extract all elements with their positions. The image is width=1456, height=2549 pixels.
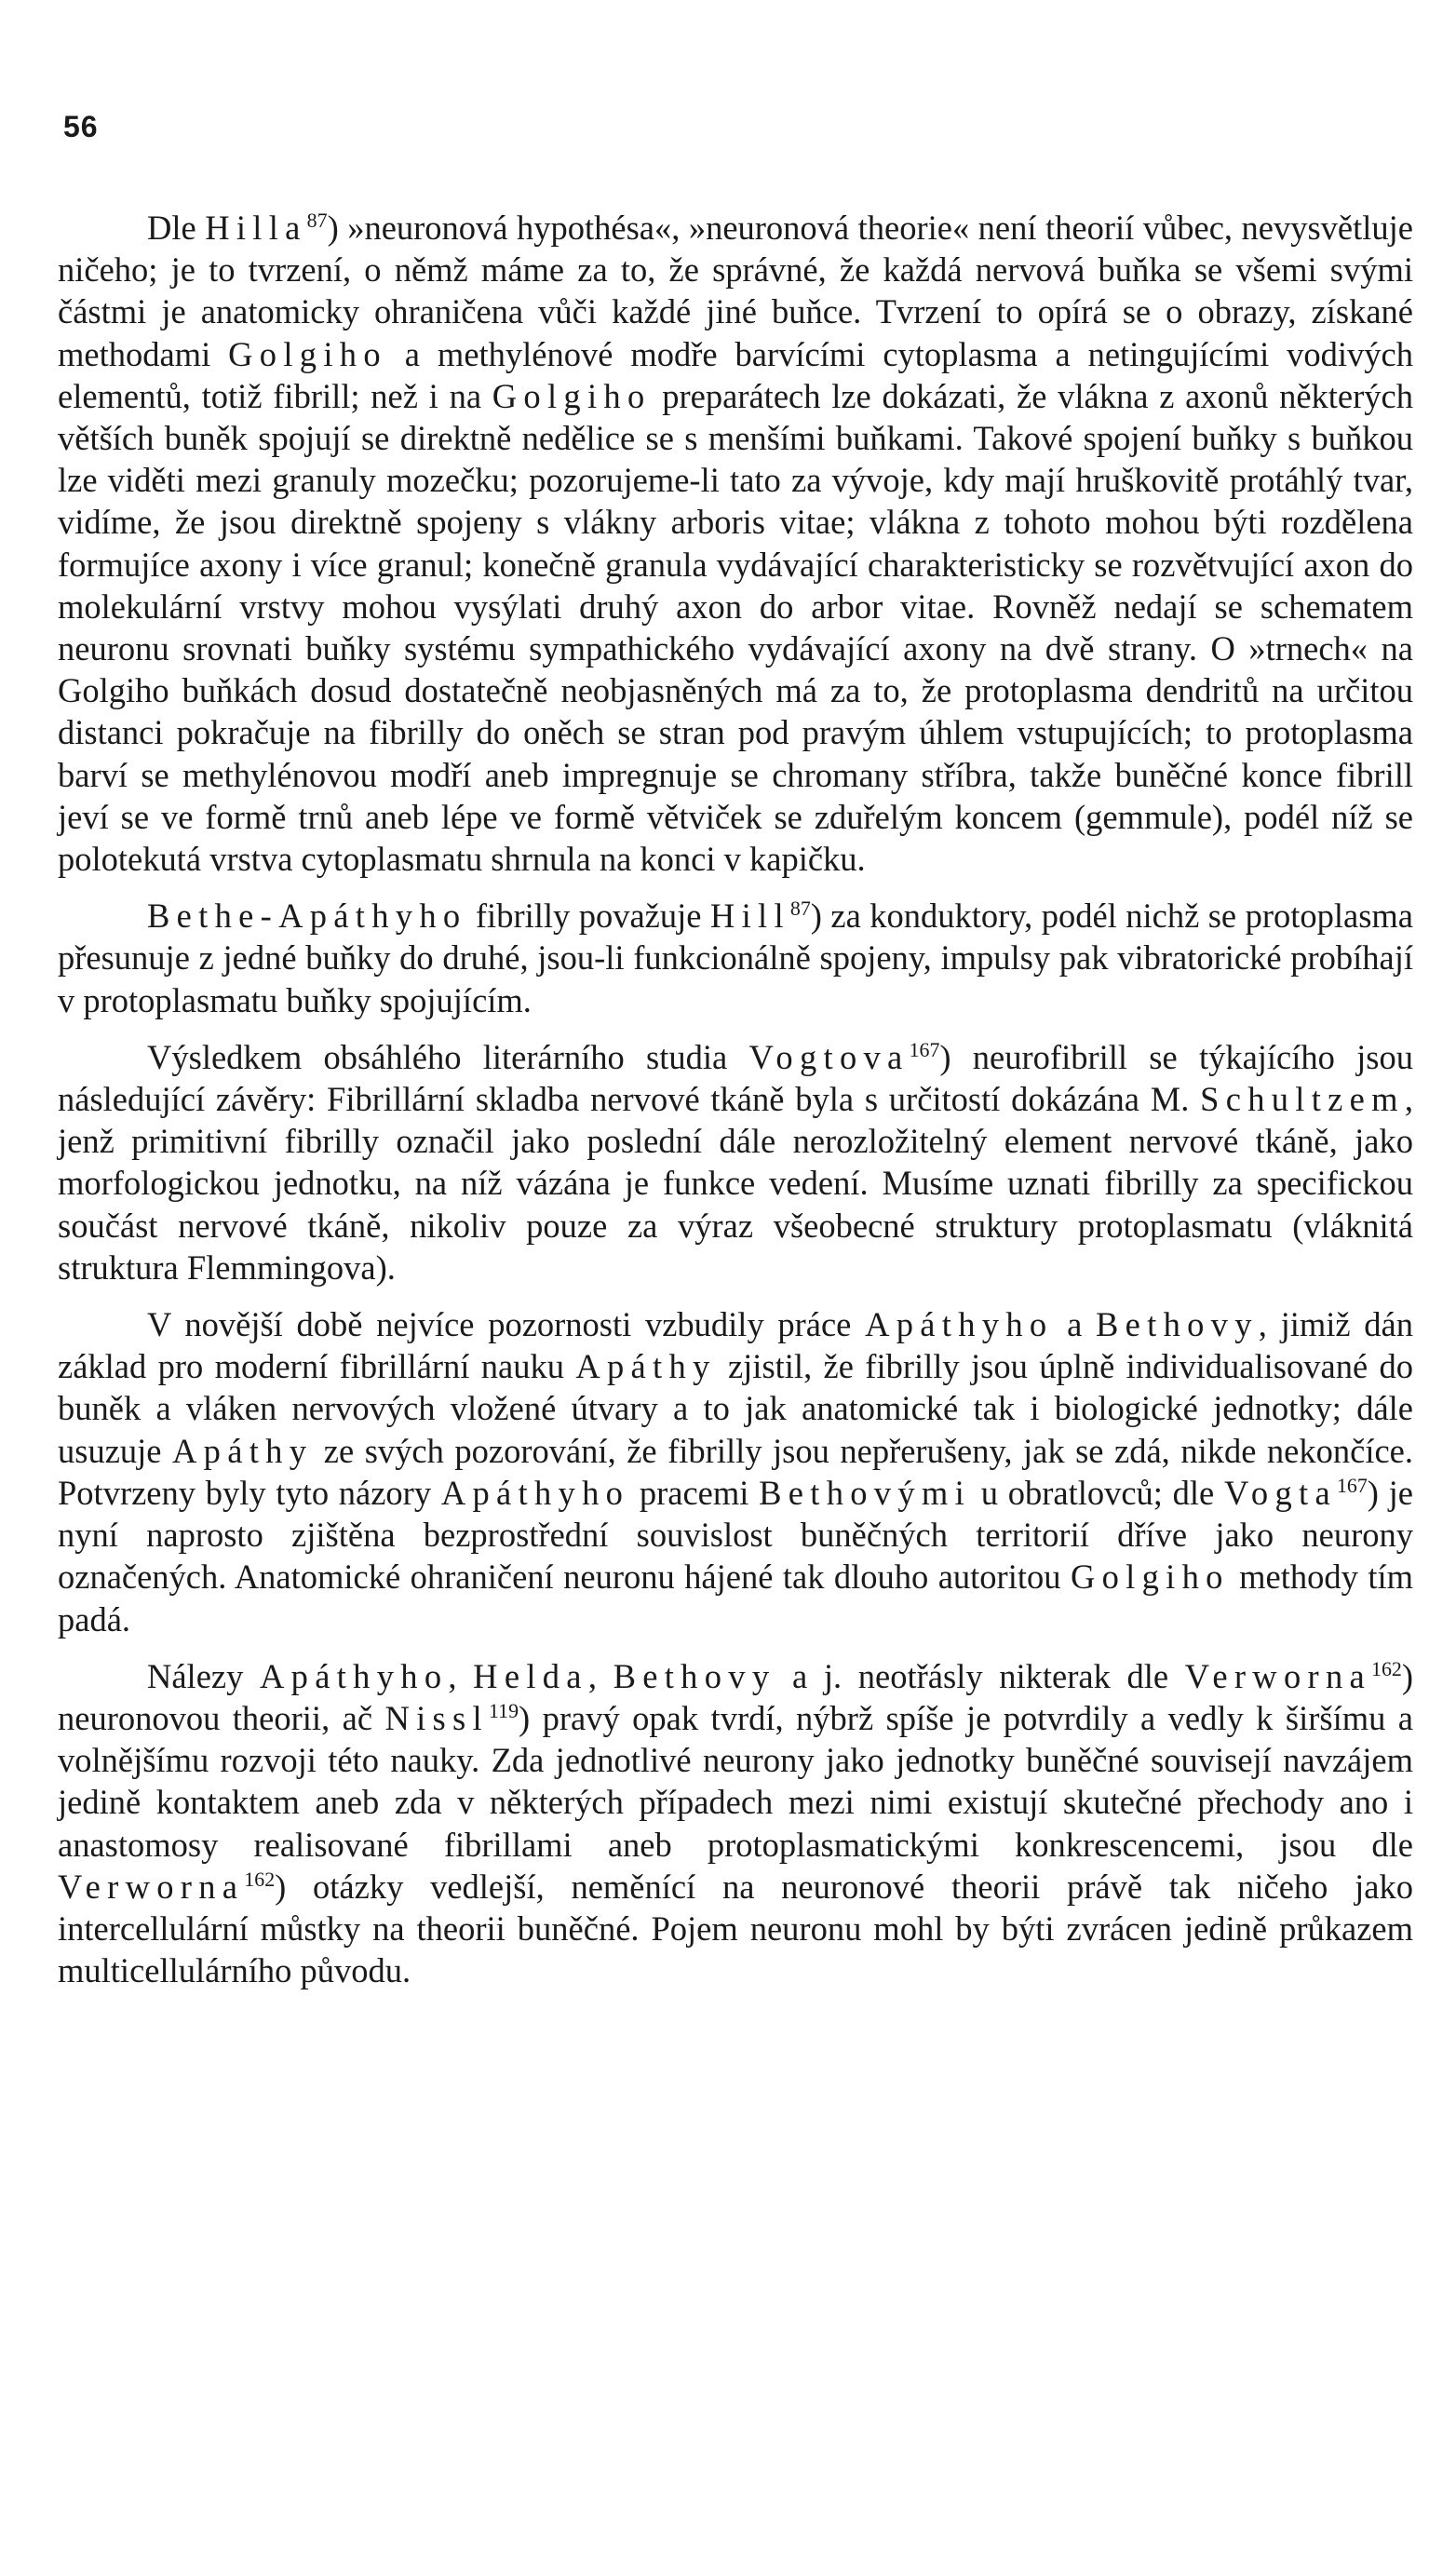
- text-run: ,: [587, 1656, 613, 1695]
- footnote-ref: 162: [1371, 1656, 1402, 1680]
- text-run: ze svých pozorování, že fibrilly jsou nepřerušeny, jak se zdá, nikde nekončíce. Potvrzeny byly tyto názory: [58, 1431, 1413, 1512]
- paragraph-5: [58, 1655, 1413, 1992]
- text-run: a j. neotřásly nikterak dle: [775, 1656, 1185, 1695]
- spaced-name: Hilla: [205, 209, 307, 247]
- text-run: a: [1053, 1305, 1096, 1344]
- text-run: Výsledkem obsáhlého literárního studia: [147, 1037, 749, 1076]
- spaced-name: Golgiho: [492, 376, 652, 415]
- spaced-name: Vogta: [1223, 1473, 1337, 1512]
- paragraph-3: [58, 1036, 1413, 1288]
- spaced-name: Bethovy: [613, 1656, 776, 1695]
- text-run: u obratlovců; dle: [971, 1473, 1224, 1512]
- text-run: ) neurofibrill se týkajícího jsou následující závěry: Fibrillární skladba nervové tkáně byla s určitostí dokázána M.: [58, 1037, 1413, 1119]
- spaced-name: Apáthyho: [260, 1656, 449, 1695]
- text-run: Dle: [147, 209, 206, 247]
- text-run: Nálezy: [147, 1656, 261, 1695]
- text-run: methody tím padá.: [58, 1558, 1413, 1639]
- text-run: ) otázky vedlejší, neměnící na neuronové theorii právě tak ničeho jako intercellulární můstky na theorii buněčné. Pojem neuronu mohl by býti zvrácen jedině průkazem multicellulárního původu.: [58, 1867, 1413, 1990]
- text-run: ) je nyní naprosto zjištěna bezprostřední souvislost buněčných territorií dříve jako neurony označených. Anatomické ohraničení neuronu hájené tak dlouho autoritou: [58, 1473, 1413, 1597]
- spaced-name: Hill: [709, 897, 790, 936]
- text-run: a methylénové modře barvícími cytoplasma a netingujícími vodivých elementů, totiž fibrill; než i na: [58, 334, 1413, 415]
- spaced-name: Apáthy: [575, 1347, 717, 1386]
- spaced-name: Golgiho: [228, 334, 387, 373]
- text-run: ) neuronovou theorii, ač: [58, 1656, 1414, 1737]
- footnote-ref: 167: [909, 1037, 940, 1061]
- text-run: ,: [448, 1656, 474, 1695]
- spaced-name: Nissl: [384, 1698, 490, 1737]
- spaced-name: Verworna: [1184, 1656, 1372, 1695]
- paragraph-1: [58, 207, 1413, 880]
- text-run: , jenž primitivní fibrilly označil jako poslední dále nerozložitelný element nervové tkáně, jako morfologickou jednotku, na níž vázána je funkce vedení. Musíme uznati fibrilly za specifickou součást nervové tkáně, nikoliv pouze za výraz všeobecné struktury protoplasmatu (vláknitá struktura Flemmingova).: [58, 1080, 1413, 1287]
- page-number: 56: [63, 110, 99, 143]
- spaced-name: Bethovými: [759, 1473, 972, 1512]
- spaced-name: Vogtova: [748, 1037, 910, 1076]
- spaced-name: Apáthyho: [440, 1473, 630, 1512]
- spaced-name: Schultzem: [1200, 1080, 1405, 1119]
- spaced-name: Bethovy: [1095, 1305, 1259, 1344]
- text-body: [58, 207, 1413, 1991]
- spaced-name: Apáthyho: [865, 1305, 1054, 1344]
- text-run: pracemi: [629, 1473, 760, 1512]
- text-run: preparátech lze dokázati, že vlákna z axonů některých větších buněk spojují se direktně nedělice se s menšími buňkami. Takové spojení buňky s buňkou lze viděti mezi granuly mozečku; pozorujeme-li tato za vývoje, kdy mají hruškovitě protáhlý tvar, vidíme, že jsou direktně spojeny s vlákny arboris vitae; vlákna z tohoto mohou býti rozdělena formujíce axony i více granul; konečně granula vydávající charakteristicky se rozvětvující axon do molekulární vrstvy mohou vysýlati druhý axon do arbor vitae. Rovněž nedají se schematem neuronu srovnati buňky systému sympathického vydávající axony na dvě strany. O »trnech« na Golgiho buňkách dosud dostatečně neobjasněných má za to, že protoplasma dendritů na určitou distanci pokračuje na fibrilly do oněch se stran pod pravým úhlem vstupujících; to protoplasma barví se methylénovou modří aneb impregnuje se chromany stříbra, takže buněčné konce fibrill jeví se ve formě trnů aneb lépe ve formě větviček se zduřelým koncem (gemmule), podél níž se polotekutá vrstva cytoplasmatu shrnula na konci v kapičku.: [58, 376, 1413, 879]
- text-run: ) »neuronová hypothésa«, »neuronová theorie« není theorií vůbec, nevysvětluje ničeho; je to tvrzení, o němž máme za to, že správné, že každá nervová buňka se všemi svými částmi je anatomicky ohraničena vůči každé jiné buňce. Tvrzení to opírá se o obrazy, získané methodami: [58, 209, 1413, 373]
- paragraph-4: [58, 1303, 1413, 1640]
- text-run: , jimiž dán základ pro moderní fibrillární nauku: [58, 1305, 1413, 1386]
- paragraph-2: [58, 895, 1413, 1021]
- footnote-ref: 87: [789, 897, 811, 921]
- text-run: V novější době nejvíce pozornosti vzbudily práce: [147, 1305, 866, 1344]
- text-run: zjistil, že fibrilly jsou úplně individualisované do buněk a vláken nervových vložené útvary a to jak anatomické tak i biologické jednotky; dále usuzuje: [58, 1347, 1413, 1470]
- spaced-name: Bethe-Apáthyho: [147, 897, 467, 936]
- footnote-ref: 87: [306, 208, 328, 232]
- spaced-name: Helda: [473, 1656, 588, 1695]
- footnote-ref: 119: [489, 1698, 519, 1722]
- spaced-name: Golgiho: [1070, 1558, 1230, 1597]
- text-run: ) za konduktory, podél nichž se protoplasma přesunuje z jedné buňky do druhé, jsou-li funkcionálně spojeny, impulsy pak vibratorické probíhají v protoplasmatu buňky spojujícím.: [58, 897, 1414, 1019]
- footnote-ref: 167: [1336, 1473, 1368, 1497]
- text-run: ) pravý opak tvrdí, nýbrž spíše je potvrdily a vedly k širšímu a volnějšímu rozvoji této nauky. Zda jednotlivé neurony jako jednotky buněčné souvisejí navzájem jedině kontaktem aneb zda v některých případech mezi nimi existují skutečné přechody ano i anastomosy realisované fibrillami aneb protoplasmatickými konkrescencemi, jsou dle: [58, 1698, 1413, 1864]
- spaced-name: Verworna: [58, 1867, 245, 1906]
- footnote-ref: 162: [244, 1867, 276, 1891]
- spaced-name: Apáthy: [172, 1431, 314, 1470]
- text-run: fibrilly považuje: [466, 897, 710, 936]
